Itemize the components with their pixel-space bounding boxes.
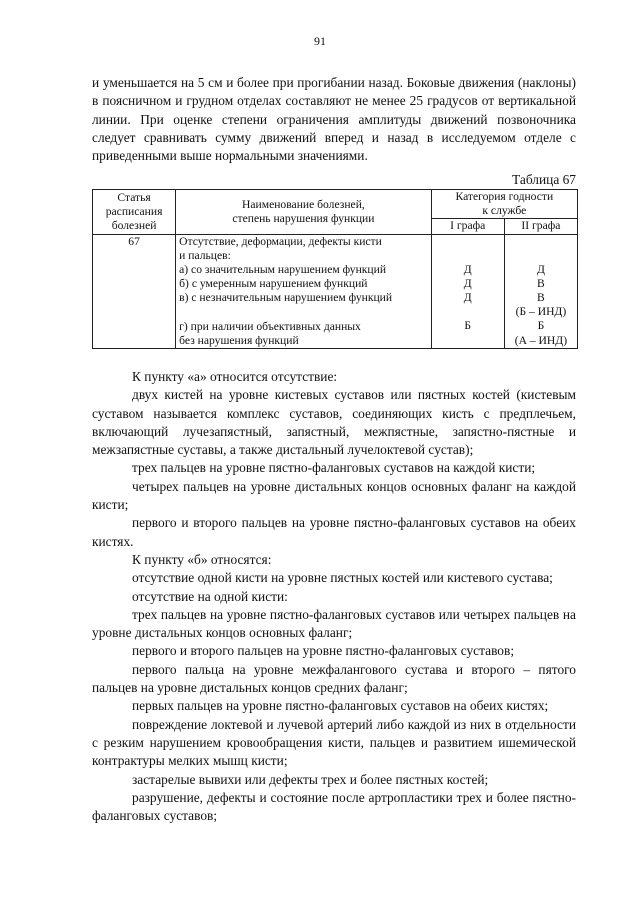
cell-spacer [435, 235, 501, 249]
cell-disease-name [176, 234, 432, 348]
name-line: б) с умеренным нарушением функций [179, 277, 368, 291]
cell-article: 67 [93, 234, 176, 348]
cell-spacer [435, 305, 501, 319]
header-name-line: степень нарушения функции [232, 211, 375, 225]
col1-value: Д [463, 262, 472, 276]
col2-value: (Б – ИНД) [515, 305, 567, 319]
col1-value: Д [463, 276, 472, 290]
col1-value: Д [463, 291, 472, 305]
body-paragraph: отсутствие на одной кисти: [132, 588, 288, 604]
header-article-line: болезней [111, 218, 157, 232]
body-paragraph: К пункту «б» относятся: [132, 551, 272, 567]
body-paragraph: первого пальца на уровне межфалангового сустава и второго – пятого пальцев на уровне дистальных концов средних фаланг; [92, 661, 576, 696]
body-text [92, 368, 576, 825]
col2-value: Д [536, 262, 545, 276]
cell-spacer [435, 333, 501, 347]
body-paragraph: трех пальцев на уровне пястно-фаланговых суставов на каждой кисти; [132, 460, 536, 476]
body-paragraph: первых пальцев на уровне пястно-фаланговых суставов на обеих кистях; [132, 698, 549, 714]
col1-value: Б [464, 319, 472, 333]
cell-spacer [508, 249, 574, 263]
header-name-line: Наименование болезней, [242, 197, 365, 211]
name-line: а) со значительным нарушением функций [179, 263, 387, 277]
header-category-line: Категория годности [455, 190, 554, 203]
name-line: г) при наличии объективных данных [179, 319, 361, 333]
header-disease-name [176, 190, 432, 235]
header-article [93, 190, 176, 235]
page-number: 91 [314, 34, 326, 48]
header-column-1: I графа [431, 219, 504, 234]
header-column-2: II графа [504, 219, 577, 234]
intro-paragraph: и уменьшается на 5 см и более при прогибании назад. Боковые движения (наклоны) в поясничном и грудном отделах составляют не менее 25 градусов от вертикальной линии. При оценке степени ограничения амплитуды движений позвоночника следует сравнивать сумму движений вперед и назад в исследуемом отделе с приведенными выше нормальными значениями. [92, 75, 576, 164]
body-paragraph: К пункту «а» относится отсутствие: [132, 369, 338, 384]
fitness-category-table [92, 189, 578, 349]
body-paragraph: отсутствие одной кисти на уровне пястных костей или кистевого сустава; [132, 570, 553, 586]
body-paragraph: четырех пальцев на уровне дистальных концов основных фаланг на каждой кисти; [92, 478, 576, 513]
name-line: без нарушения функций [179, 333, 299, 347]
name-spacer [179, 306, 428, 320]
body-paragraph: двух кистей на уровне кистевых суставов или пястных костей (кистевым суставом называется комплекс суставов, соединяющих кисть с предплечьем, включающий лучезапястный, запястный, межпястные, запястно-пястные и межзапястные суставы, а также дистальный лучелоктевой сустав); [92, 387, 576, 458]
header-category [431, 190, 577, 219]
header-article-line: расписания [105, 204, 163, 218]
body-paragraph: разрушение, дефекты и состояние после артропластики трех и более пястно-фаланговых суставов; [92, 789, 576, 824]
table-row [93, 234, 578, 348]
header-article-line: Статья [117, 190, 151, 204]
header-category-line: к службе [482, 204, 527, 218]
name-line: в) с незначительным нарушением функций [179, 291, 393, 305]
col2-value: В [537, 276, 545, 290]
body-paragraph: первого и второго пальцев на уровне пястно-фаланговых суставов; [132, 643, 515, 659]
table-header-row [93, 190, 578, 219]
body-paragraph: трех пальцев на уровне пястно-фаланговых суставов или четырех пальцев на уровне дистальных концов основных фаланг; [92, 606, 576, 641]
cell-spacer [435, 249, 501, 263]
body-paragraph: первого и второго пальцев на уровне пястно-фаланговых суставов на обеих кистях. [92, 515, 576, 549]
body-paragraph: повреждение локтевой и лучевой артерий либо каждой из них в отдельности с резким нарушением кровообращения кисти, пальцев и развитием ишемической контрактуры мелких мышц кисти; [92, 716, 576, 769]
col2-value: В [537, 291, 545, 305]
name-line: Отсутствие, деформации, дефекты кисти [179, 234, 382, 248]
body-paragraph: застарелые вывихи или дефекты трех и более пястных костей; [132, 771, 489, 787]
name-line: и пальцев: [179, 248, 231, 262]
col2-value: Б [537, 319, 545, 333]
cell-spacer [508, 235, 574, 249]
col2-value: (А – ИНД) [514, 333, 568, 347]
cell-column-2 [504, 234, 577, 348]
cell-column-1 [431, 234, 504, 348]
table-label: Таблица 67 [512, 172, 576, 187]
